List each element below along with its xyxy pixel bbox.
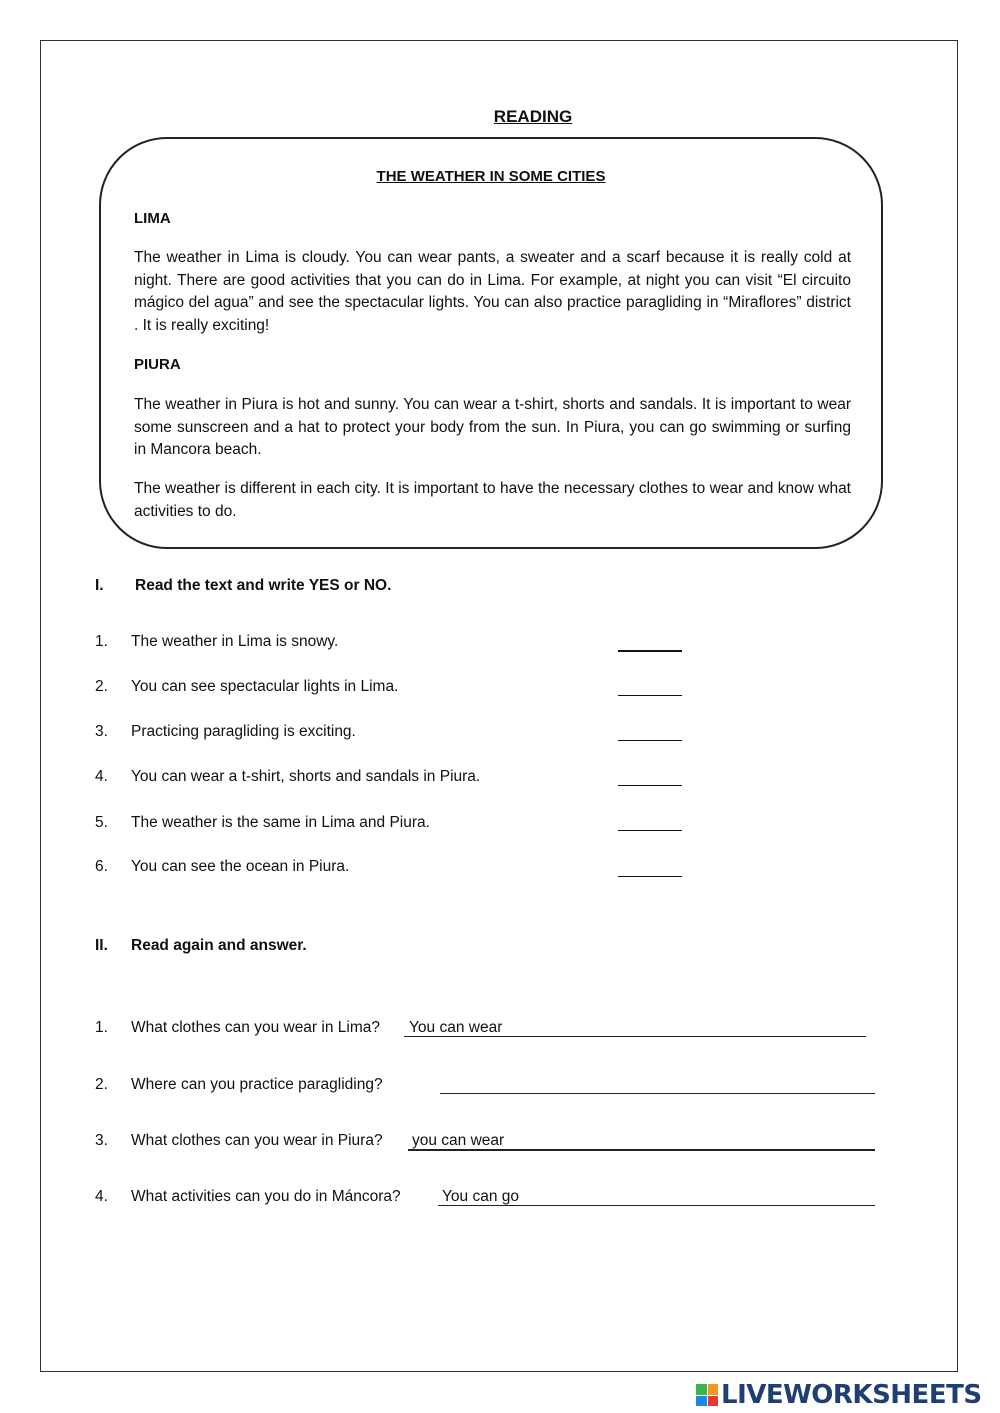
question-number: 6. xyxy=(95,858,108,875)
piura-heading: PIURA xyxy=(134,356,181,373)
answer-line-3[interactable] xyxy=(408,1149,875,1151)
logo-square xyxy=(708,1384,719,1395)
section-2-number: II. xyxy=(95,937,108,954)
question-text: Practicing paragliding is exciting. xyxy=(131,723,356,740)
piura-paragraph: The weather in Piura is hot and sunny. You can wear a t-shirt, shorts and sandals. It is important to wear some sunscreen and a hat to protect your body from the sun. In Piura, you can go swimming or surfing in Mancora beach. xyxy=(134,396,851,458)
reading-passage-box xyxy=(99,137,883,549)
answer-blank-1[interactable] xyxy=(618,650,682,652)
logo-square xyxy=(708,1396,719,1407)
lima-heading: LIMA xyxy=(134,210,171,227)
answer-blank-2[interactable] xyxy=(618,695,682,696)
question-number: 1. xyxy=(95,633,108,650)
question-text: Where can you practice paragliding? xyxy=(131,1076,383,1093)
conclusion-paragraph: The weather is different in each city. It is important to have the necessary clothes to wear and know what activities to do. xyxy=(134,480,851,520)
question-text: What clothes can you wear in Piura? xyxy=(131,1132,383,1149)
question-text: The weather in Lima is snowy. xyxy=(131,633,339,650)
question-number: 3. xyxy=(95,1132,108,1149)
section-1-number: I. xyxy=(95,577,104,594)
question-number: 4. xyxy=(95,1188,108,1205)
logo-mark-icon xyxy=(696,1384,718,1406)
passage-title: THE WEATHER IN SOME CITIES xyxy=(376,168,606,185)
answer-blank-5[interactable] xyxy=(618,830,682,831)
section-1-instruction: Read the text and write YES or NO. xyxy=(135,577,392,594)
lima-paragraph: The weather in Lima is cloudy. You can wear pants, a sweater and a scarf because it is really cold at night. There are good activities that you can do in Lima. For example, at night you can visit “El circuito mágico del agua” and see the spectacular lights. You can also practice paragliding in “Miraflores” district . It is really exciting! xyxy=(134,249,851,334)
logo-square xyxy=(696,1396,707,1407)
answer-blank-4[interactable] xyxy=(618,785,682,786)
question-text: The weather is the same in Lima and Piura. xyxy=(131,814,430,831)
question-text: What clothes can you wear in Lima? xyxy=(131,1019,380,1036)
answer-prefix: You can go xyxy=(442,1188,520,1205)
question-number: 3. xyxy=(95,723,108,740)
question-number: 2. xyxy=(95,1076,108,1093)
section-2-instruction: Read again and answer. xyxy=(131,937,307,954)
question-text: You can see the ocean in Piura. xyxy=(131,858,350,875)
section-2-heading xyxy=(95,937,495,959)
answer-line-4[interactable] xyxy=(438,1205,875,1206)
question-text: You can wear a t-shirt, shorts and sandals in Piura. xyxy=(131,768,481,785)
liveworksheets-logo[interactable] xyxy=(696,1378,982,1412)
section-1-heading xyxy=(95,577,495,599)
question-text: What activities can you do in Máncora? xyxy=(131,1188,401,1205)
question-number: 5. xyxy=(95,814,108,831)
question-number: 2. xyxy=(95,678,108,695)
answer-line-1[interactable] xyxy=(404,1036,866,1037)
answer-blank-3[interactable] xyxy=(618,740,682,741)
question-text: You can see spectacular lights in Lima. xyxy=(131,678,399,695)
answer-blank-6[interactable] xyxy=(618,876,682,877)
answer-line-2[interactable] xyxy=(440,1093,875,1094)
answer-prefix: You can wear xyxy=(409,1019,503,1036)
question-number: 1. xyxy=(95,1019,108,1036)
answer-prefix: you can wear xyxy=(412,1132,505,1149)
logo-square xyxy=(696,1384,707,1395)
logo-text: LIVEWORKSHEETS xyxy=(721,1380,982,1410)
page-title: READING xyxy=(493,107,573,126)
question-number: 4. xyxy=(95,768,108,785)
